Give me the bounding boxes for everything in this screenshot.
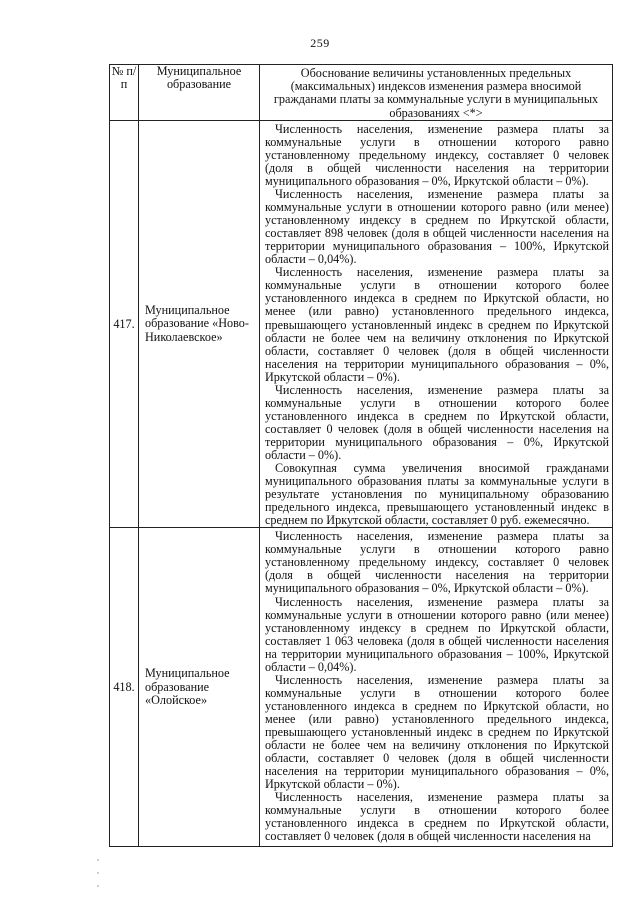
header-municipality: Муниципальное образование [139, 65, 260, 121]
justification-text [260, 120, 613, 527]
justification-text [260, 528, 613, 847]
paragraph: Численность населения, изменение размера платы за коммунальные услуги в отношении которого равно установленному предельному индексу, составляет 0 человек (доля в общей численности населения на территории муниципального образования – 0%, Иркутской области – 0%). [265, 530, 609, 596]
paragraph: Численность населения, изменение размера платы за коммунальные услуги в отношении которого более установленного индекса в среднем по Иркутской области, но менее (или равно) установленного предельного индекса, превышающего установленный индекс в среднем по Иркутской области не более чем на величину отклонения по Иркутской области, составляет 0 человек (доля в общей численности населения на территории муниципального образования – 0%, Иркутской области – 0%). [265, 265, 609, 384]
municipality-name [139, 120, 260, 527]
row-number: 417. [110, 120, 139, 527]
paragraph: Численность населения, изменение размера платы за коммунальные услуги в отношении которого более установленного индекса в среднем по Иркутской области, составляет 0 человек (доля в общей численности населения на территории муниципального образования – 0%, Иркутской области – 0%). [265, 382, 609, 462]
page-number: 259 [310, 36, 330, 50]
paragraph: Численность населения, изменение размера платы за коммунальные услуги в отношении которого равно (или менее) установленному индексу в среднем по Иркутской области, составляет 898 человек (доля в общей численности населения на территории муниципального образования – 100%, Иркутской области – 0,04%). [265, 187, 609, 267]
table-header-row [110, 65, 613, 121]
index-justification-table [109, 64, 613, 847]
paragraph: Численность населения, изменение размера платы за коммунальные услуги в отношении которого равно установленному предельному индексу, составляет 0 человек (доля в общей численности населения на территории муниципального образования – 0%, Иркутской области – 0%). [265, 121, 609, 188]
paragraph: Численность населения, изменение размера платы за коммунальные услуги в отношении которого более установленного индекса в среднем по Иркутской области, но менее (или равно) установленного предельного индекса, превышающего установленный индекс в среднем по Иркутской области не более чем на величину отклонения по Иркутской области, составляет 0 человек (доля в общей численности населения на территории муниципального образования – 0%, Иркутской области – 0%). [265, 672, 609, 792]
table-row [110, 120, 613, 527]
table-row [110, 528, 613, 847]
municipality-label: Муниципальное образование «Олойское» [145, 666, 230, 707]
paragraph: Численность населения, изменение размера платы за коммунальные услуги в отношении которого равно (или менее) установленному индексу в среднем по Иркутской области, составляет 1 063 человека (доля в общей численности населения на территории муниципального образования – 100%, Иркутской области – 0,04%). [265, 594, 609, 674]
header-num: № п/п [110, 65, 139, 121]
header-justification: Обоснование величины установленных предельных (максимальных) индексов изменения размера вносимой гражданами платы за коммунальные услуги в муниципальных образованиях <*> [260, 65, 613, 121]
scan-artifact-dots [95, 855, 103, 895]
row-number: 418. [110, 528, 139, 847]
municipality-label: Муниципальное образование «Ново-Николаевское» [145, 303, 249, 344]
paragraph: Численность населения, изменение размера платы за коммунальные услуги в отношении которого более установленного индекса в среднем по Иркутской области, составляет 0 человек (доля в общей численности населения на [265, 790, 609, 844]
paragraph: Совокупная сумма увеличения вносимой гражданами муниципального образования платы за коммунальные услуги в результате установления по муниципальному образованию предельного индекса, превышающего установленный индекс в среднем по Иркутской области, составляет 0 руб. ежемесячно. [265, 461, 609, 528]
municipality-name [139, 528, 260, 847]
